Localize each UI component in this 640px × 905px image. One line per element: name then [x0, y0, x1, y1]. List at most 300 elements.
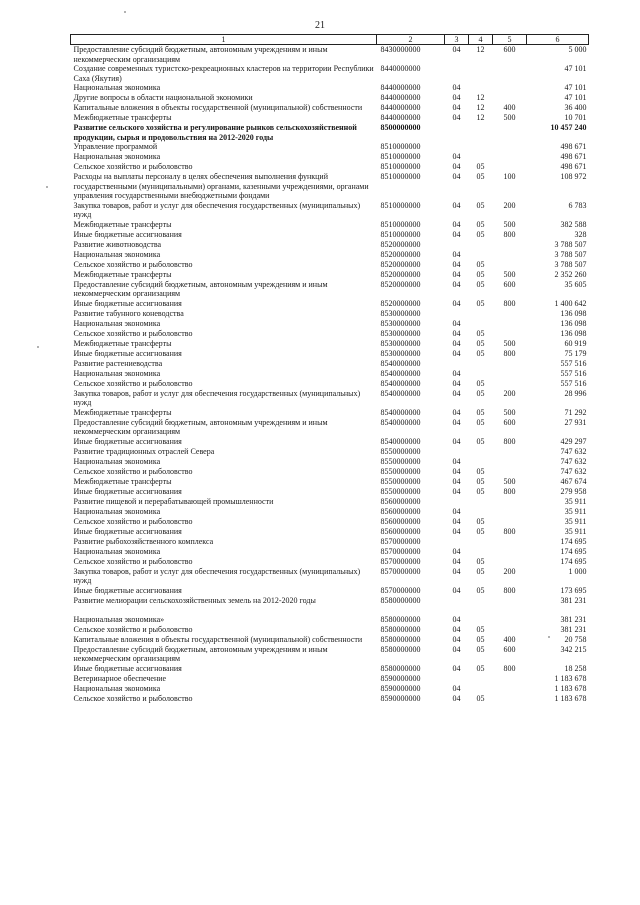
row-section: 04: [452, 378, 461, 388]
row-section: [445, 123, 469, 142]
row-subsection: 12: [476, 113, 485, 122]
row-name: Межбюджетные трансферты: [73, 113, 172, 122]
row-amount: 498 671: [560, 142, 587, 151]
table-row: [71, 635, 589, 645]
row-name: Развитие животноводства: [73, 239, 162, 249]
row-section: 04: [452, 466, 461, 476]
table-row: [71, 467, 589, 477]
row-section: 04: [452, 338, 461, 348]
row-name: Межбюджетные трансферты: [73, 219, 172, 229]
row-section: 04: [452, 634, 461, 644]
row-expense-type: [493, 379, 527, 389]
row-subsection: 05: [476, 516, 485, 526]
table-row: [71, 517, 589, 527]
table-row: [71, 319, 589, 329]
row-code: 8530000000: [380, 328, 421, 338]
row-expense-type: [493, 457, 527, 467]
row-amount: 6 783: [568, 200, 587, 210]
table-row: [71, 645, 589, 664]
row-section: 04: [452, 436, 461, 446]
row-section: 04: [452, 219, 461, 229]
row-amount: 747 632: [560, 446, 587, 456]
row-amount: 1 183 678: [554, 673, 587, 683]
table-row: [71, 457, 589, 467]
row-name: Национальная экономика: [73, 152, 161, 161]
table-row: [71, 83, 589, 93]
table-row: [71, 230, 589, 240]
row-amount: 747 632: [560, 466, 587, 476]
row-expense-type: [493, 240, 527, 250]
row-name: Иные бюджетные ассигнования: [73, 585, 182, 595]
row-section: [445, 497, 469, 507]
table-row: [71, 172, 589, 201]
row-subsection: 05: [476, 200, 485, 210]
row-code: 8530000000: [380, 318, 421, 328]
table-row: [71, 329, 589, 339]
row-expense-type: 500: [503, 269, 516, 279]
row-code: 8560000000: [380, 496, 421, 506]
row-code: 8570000000: [380, 546, 421, 556]
row-amount: 108 972: [560, 172, 587, 181]
row-amount: 136 098: [560, 308, 587, 318]
row-amount: 35 911: [564, 496, 587, 506]
row-code: 8590000000: [380, 683, 421, 693]
row-amount: 498 671: [560, 162, 587, 171]
row-expense-type: 200: [503, 566, 516, 576]
row-subsection: [469, 457, 493, 467]
row-expense-type: 600: [503, 644, 516, 654]
row-amount: 5 000: [568, 45, 587, 54]
row-expense-type: 100: [503, 172, 516, 181]
row-subsection: [469, 240, 493, 250]
table-row: [71, 201, 589, 220]
table-row: [71, 684, 589, 694]
row-subsection: [469, 123, 493, 142]
header-cell-name: 1: [71, 35, 377, 45]
row-amount: 174 695: [560, 546, 587, 556]
row-code: 8550000000: [380, 476, 421, 486]
row-code: 8550000000: [380, 486, 421, 496]
row-section: 04: [452, 162, 461, 171]
row-section: 04: [452, 229, 461, 239]
row-amount: 28 996: [564, 388, 587, 398]
row-code: 8570000000: [380, 585, 421, 595]
header-row: [71, 35, 589, 45]
row-subsection: 05: [476, 693, 485, 703]
row-subsection: 05: [476, 644, 485, 654]
row-expense-type: [493, 547, 527, 557]
row-name: Развитие табунного коневодства: [73, 308, 184, 318]
table-row: [71, 142, 589, 152]
row-code: 8510000000: [380, 229, 421, 239]
row-expense-type: 800: [503, 486, 516, 496]
row-name: Закупка товаров, работ и услуг для обеспечения государственных (муниципальных) нужд: [73, 200, 361, 219]
row-code: 8530000000: [380, 338, 421, 348]
row-code: 8500000000: [380, 123, 421, 132]
row-section: 04: [452, 693, 461, 703]
row-name: Иные бюджетные ассигнования: [73, 486, 182, 496]
row-subsection: [469, 497, 493, 507]
row-name: Предоставление субсидий бюджетным, автономным учреждениям и иным некоммерческим организациям: [73, 45, 328, 64]
table-row: [71, 359, 589, 369]
row-subsection: [469, 537, 493, 547]
row-expense-type: [493, 359, 527, 369]
row-section: 04: [452, 279, 461, 289]
table-row: [71, 45, 589, 65]
row-code: 8580000000: [380, 624, 421, 634]
row-expense-type: [493, 596, 527, 606]
row-name: Капитальные вложения в объекты государственной (муниципальной) собственности: [73, 103, 363, 112]
row-name: Национальная экономика: [73, 83, 161, 92]
row-amount: 557 516: [560, 378, 587, 388]
row-code: 8440000000: [380, 83, 421, 92]
row-name: Предоставление субсидий бюджетным, автономным учреждениям и иным некоммерческим организациям: [73, 279, 328, 298]
row-section: [445, 309, 469, 319]
row-section: 04: [452, 93, 461, 102]
header-cell-subsection: 4: [469, 35, 493, 45]
table-row: [71, 606, 589, 625]
table-row: [71, 596, 589, 606]
row-amount: 174 695: [560, 556, 587, 566]
row-subsection: 12: [476, 45, 485, 54]
row-code: 8520000000: [380, 279, 421, 289]
table-body: [71, 45, 589, 704]
row-code: 8570000000: [380, 536, 421, 546]
row-subsection: 05: [476, 466, 485, 476]
row-subsection: 05: [476, 407, 485, 417]
row-subsection: [469, 674, 493, 684]
row-section: 04: [452, 45, 461, 54]
row-subsection: 05: [476, 219, 485, 229]
row-code: 8510000000: [380, 142, 421, 151]
row-expense-type: 400: [503, 634, 516, 644]
row-subsection: [469, 152, 493, 162]
row-code: 8520000000: [380, 269, 421, 279]
row-section: 04: [452, 269, 461, 279]
table-row: [71, 447, 589, 457]
row-name: Межбюджетные трансферты: [73, 476, 172, 486]
row-amount: 3 788 507: [554, 259, 587, 269]
row-name: Иные бюджетные ассигнования: [73, 436, 182, 446]
row-name: Другие вопросы в области национальной экономики: [73, 93, 253, 102]
row-subsection: 05: [476, 566, 485, 576]
row-name: Расходы на выплаты персоналу в целях обеспечения выполнения функций государственными (муниципальными) органами, казенными учреждениями, органами управления государственными внебюджетными фондами: [73, 172, 369, 200]
row-code: 8590000000: [380, 673, 421, 683]
scan-speck: [37, 346, 39, 348]
row-name: Развитие сельского хозяйства и регулирование рынков сельскохозяйственной продукции, сырья и продовольствия на 2012-2020 годы: [73, 123, 357, 142]
row-name: Сельское хозяйство и рыболовство: [73, 556, 193, 566]
table-row: [71, 477, 589, 487]
row-section: 04: [452, 407, 461, 417]
row-expense-type: [493, 674, 527, 684]
row-section: 04: [452, 663, 461, 673]
row-expense-type: 600: [503, 417, 516, 427]
row-expense-type: 800: [503, 663, 516, 673]
row-name: Национальная экономика: [73, 546, 161, 556]
row-expense-type: 800: [503, 436, 516, 446]
row-name: Ветеринарное обеспечение: [73, 673, 167, 683]
row-subsection: 05: [476, 663, 485, 673]
row-code: 8570000000: [380, 566, 421, 576]
row-expense-type: [493, 250, 527, 260]
row-expense-type: [493, 64, 527, 83]
row-amount: 173 695: [560, 585, 587, 595]
row-expense-type: [493, 260, 527, 270]
row-expense-type: 500: [503, 407, 516, 417]
row-section: 04: [452, 456, 461, 466]
row-expense-type: [493, 309, 527, 319]
row-section: 04: [452, 200, 461, 210]
row-name: Национальная экономика: [73, 249, 161, 259]
row-code: 8540000000: [380, 436, 421, 446]
row-name: Иные бюджетные ассигнования: [73, 663, 182, 673]
table-row: [71, 567, 589, 586]
row-code: 8540000000: [380, 358, 421, 368]
row-code: 8510000000: [380, 152, 421, 161]
table-row: [71, 497, 589, 507]
row-section: 04: [452, 585, 461, 595]
row-expense-type: [493, 606, 527, 625]
row-name: Сельское хозяйство и рыболовство: [73, 466, 193, 476]
row-expense-type: [493, 497, 527, 507]
row-code: 8580000000: [380, 663, 421, 673]
row-name: Сельское хозяйство и рыболовство: [73, 162, 193, 171]
row-subsection: [469, 507, 493, 517]
row-section: [445, 537, 469, 547]
row-code: 8530000000: [380, 308, 421, 318]
row-section: 04: [452, 318, 461, 328]
row-amount: 342 215: [560, 644, 587, 654]
row-subsection: [469, 142, 493, 152]
page-number: 21: [315, 20, 325, 31]
row-expense-type: 500: [503, 113, 516, 122]
row-subsection: 05: [476, 624, 485, 634]
row-subsection: [469, 250, 493, 260]
row-section: 04: [452, 417, 461, 427]
row-section: 04: [452, 152, 461, 161]
row-expense-type: 800: [503, 298, 516, 308]
row-subsection: [469, 606, 493, 625]
row-amount: 2 352 260: [554, 269, 587, 279]
table-row: [71, 527, 589, 537]
row-code: 8510000000: [380, 172, 421, 181]
row-subsection: 05: [476, 328, 485, 338]
row-subsection: [469, 83, 493, 93]
table-row: [71, 93, 589, 103]
row-subsection: [469, 319, 493, 329]
table-row: [71, 694, 589, 704]
table-row: [71, 250, 589, 260]
row-section: 04: [452, 259, 461, 269]
scan-speck: [46, 186, 48, 188]
row-expense-type: [493, 83, 527, 93]
row-subsection: 05: [476, 556, 485, 566]
row-expense-type: [493, 142, 527, 152]
row-expense-type: 500: [503, 476, 516, 486]
row-name: Развитие мелиорации сельскохозяйственных земель на 2012-2020 годы: [73, 595, 316, 605]
row-amount: 1 000: [568, 566, 587, 576]
row-expense-type: 800: [503, 348, 516, 358]
row-code: 8540000000: [380, 388, 421, 398]
row-section: 04: [452, 172, 461, 181]
row-code: 8510000000: [380, 219, 421, 229]
table-row: [71, 625, 589, 635]
row-amount: 498 671: [560, 152, 587, 161]
row-name: Сельское хозяйство и рыболовство: [73, 328, 193, 338]
row-section: 04: [452, 103, 461, 112]
row-code: 8540000000: [380, 417, 421, 427]
row-amount: 47 101: [564, 64, 587, 73]
row-amount: 3 788 507: [554, 239, 587, 249]
row-name: Иные бюджетные ассигнования: [73, 526, 182, 536]
row-name: Межбюджетные трансферты: [73, 269, 172, 279]
row-name: Национальная экономика: [73, 683, 161, 693]
row-code: 8510000000: [380, 162, 421, 171]
row-subsection: 05: [476, 388, 485, 398]
row-subsection: 05: [476, 436, 485, 446]
row-amount: 279 958: [560, 486, 587, 496]
row-expense-type: [493, 694, 527, 704]
row-expense-type: 500: [503, 338, 516, 348]
row-amount: 136 098: [560, 328, 587, 338]
table-row: [71, 220, 589, 230]
header-cell-amount: 6: [527, 35, 589, 45]
row-expense-type: [493, 507, 527, 517]
row-subsection: [469, 547, 493, 557]
row-amount: 328: [574, 229, 587, 239]
row-code: 8540000000: [380, 407, 421, 417]
row-code: 8530000000: [380, 348, 421, 358]
row-section: 04: [452, 624, 461, 634]
row-subsection: 05: [476, 476, 485, 486]
row-code: 8560000000: [380, 516, 421, 526]
row-subsection: 12: [476, 93, 485, 102]
row-expense-type: [493, 319, 527, 329]
budget-table: [70, 34, 589, 704]
row-name: Межбюджетные трансферты: [73, 407, 172, 417]
row-section: 04: [452, 486, 461, 496]
row-section: 04: [452, 556, 461, 566]
row-subsection: 05: [476, 585, 485, 595]
row-subsection: 05: [476, 172, 485, 181]
row-name: Предоставление субсидий бюджетным, автономным учреждениям и иным некоммерческим организациям: [73, 644, 328, 663]
row-amount: 35 911: [564, 526, 587, 536]
row-code: 8580000000: [380, 634, 421, 644]
table-row: [71, 339, 589, 349]
table-row: [71, 260, 589, 270]
row-amount: 10 701: [564, 113, 587, 122]
row-amount: 136 098: [560, 318, 587, 328]
row-section: 04: [452, 506, 461, 516]
row-code: 8560000000: [380, 526, 421, 536]
row-amount: 71 292: [564, 407, 587, 417]
row-section: [445, 674, 469, 684]
row-name: Сельское хозяйство и рыболовство: [73, 378, 193, 388]
row-code: 8440000000: [380, 64, 421, 73]
row-code: 8520000000: [380, 259, 421, 269]
row-section: 04: [452, 614, 461, 624]
row-section: [445, 142, 469, 152]
table-row: [71, 299, 589, 309]
row-subsection: 05: [476, 269, 485, 279]
row-name: Создание современных туристско-рекреационных кластеров на территории Республики Саха (Якутия): [73, 64, 374, 83]
row-code: 8520000000: [380, 239, 421, 249]
row-code: 8550000000: [380, 466, 421, 476]
row-code: 8520000000: [380, 298, 421, 308]
row-name: Национальная экономика»: [73, 614, 165, 624]
row-amount: 20 758: [564, 634, 587, 644]
table-row: [71, 113, 589, 123]
row-section: 04: [452, 298, 461, 308]
row-expense-type: 500: [503, 219, 516, 229]
row-section: 04: [452, 328, 461, 338]
row-expense-type: [493, 625, 527, 635]
row-subsection: [469, 369, 493, 379]
table-row: [71, 418, 589, 437]
row-name: Развитие традиционных отраслей Севера: [73, 446, 215, 456]
row-amount: 27 931: [564, 417, 587, 427]
row-expense-type: [493, 329, 527, 339]
row-name: Закупка товаров, работ и услуг для обеспечения государственных (муниципальных) нужд: [73, 566, 361, 585]
row-expense-type: [493, 162, 527, 172]
row-code: 8540000000: [380, 378, 421, 388]
row-amount: 60 919: [564, 338, 587, 348]
scan-speck: [124, 11, 126, 13]
row-expense-type: 200: [503, 388, 516, 398]
row-name: Сельское хозяйство и рыболовство: [73, 516, 193, 526]
row-expense-type: 600: [503, 279, 516, 289]
row-code: 8580000000: [380, 644, 421, 654]
row-expense-type: [493, 557, 527, 567]
row-amount: 557 516: [560, 358, 587, 368]
table-row: [71, 547, 589, 557]
table-row: [71, 123, 589, 142]
row-subsection: 05: [476, 348, 485, 358]
row-section: [445, 447, 469, 457]
row-amount: 47 101: [564, 83, 587, 92]
row-subsection: 05: [476, 378, 485, 388]
table-row: [71, 152, 589, 162]
row-expense-type: [493, 123, 527, 142]
row-amount: 36 400: [564, 103, 587, 112]
row-amount: 747 632: [560, 456, 587, 466]
row-code: 8580000000: [380, 614, 421, 624]
row-name: Национальная экономика: [73, 318, 161, 328]
table-header: [71, 35, 589, 45]
row-section: [445, 240, 469, 250]
row-name: Иные бюджетные ассигнования: [73, 348, 182, 358]
row-name: Предоставление субсидий бюджетным, автономным учреждениям и иным некоммерческим организациям: [73, 417, 328, 436]
row-subsection: 05: [476, 526, 485, 536]
row-name: Сельское хозяйство и рыболовство: [73, 693, 193, 703]
table-row: [71, 162, 589, 172]
row-expense-type: [493, 447, 527, 457]
row-code: 8440000000: [380, 113, 421, 122]
row-section: 04: [452, 249, 461, 259]
row-name: Развитие растениеводства: [73, 358, 163, 368]
row-section: 04: [452, 388, 461, 398]
row-section: 04: [452, 526, 461, 536]
row-code: 8550000000: [380, 446, 421, 456]
row-code: 8590000000: [380, 693, 421, 703]
row-amount: 1 183 678: [554, 683, 587, 693]
row-code: 8520000000: [380, 249, 421, 259]
row-amount: 10 457 240: [550, 123, 587, 132]
table-row: [71, 507, 589, 517]
row-amount: 381 231: [560, 595, 587, 605]
row-code: 8550000000: [380, 456, 421, 466]
row-amount: 429 297: [560, 436, 587, 446]
